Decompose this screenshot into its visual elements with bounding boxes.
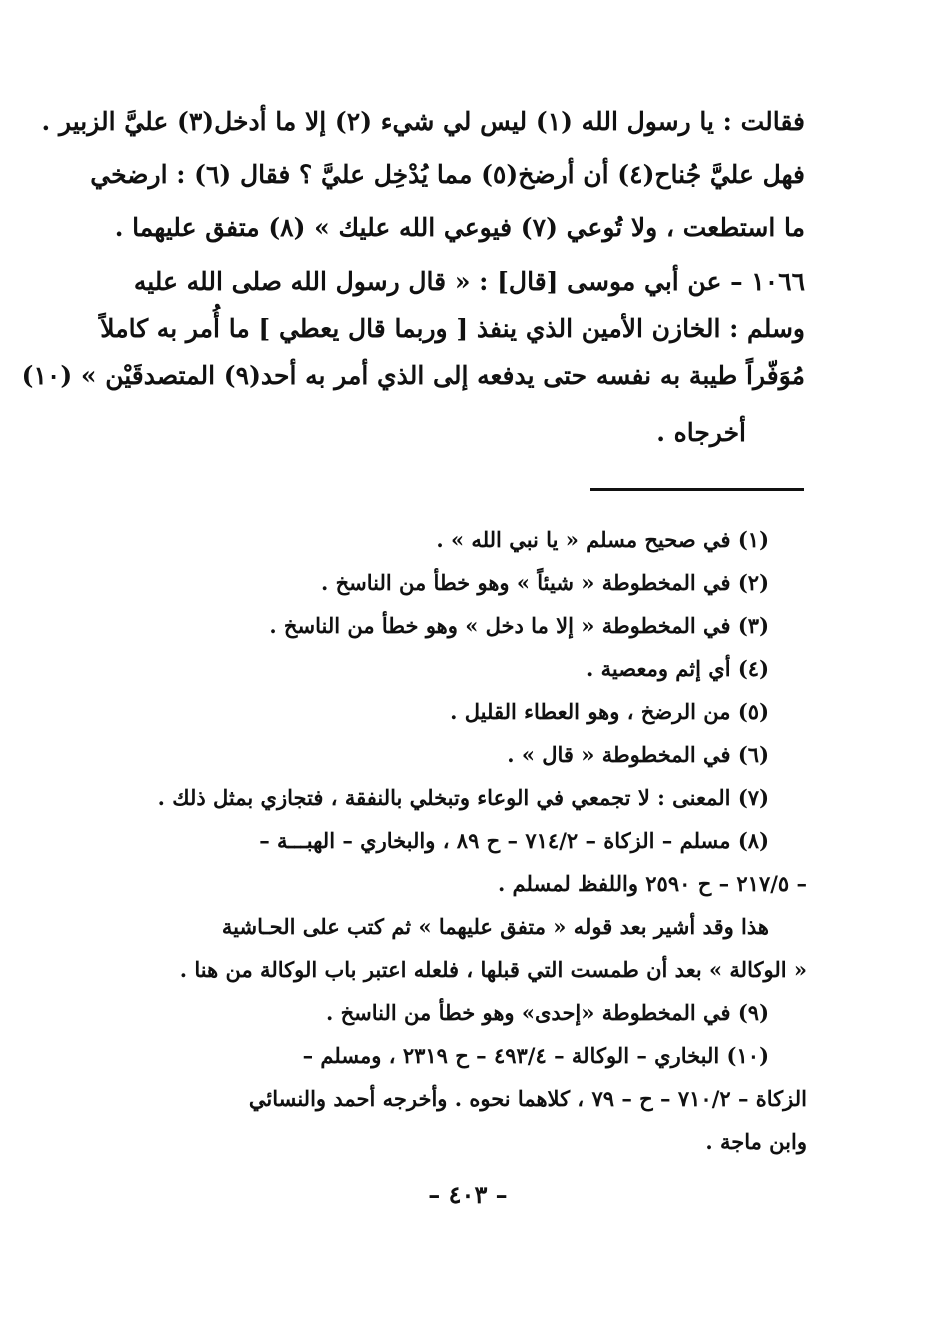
footnote-line: (٢) في المخطوطة « شيئاً » وهو خطأ من الناسخ . (320, 570, 769, 595)
hadith-1065-ending (41, 95, 805, 254)
takhrij-note: أخرجاه . (656, 418, 746, 447)
page-number: – ٤٠٣ – (428, 1180, 508, 1209)
footnote-line: (٥) من الرضخ ، وهو العطاء القليل . (450, 699, 769, 724)
footnote-line: « الوكالة » بعد أن طمست التي قبلها ، فلعله اعتبر باب الوكالة من هنا . (179, 957, 807, 982)
text-line: مُوَفّراً طيبة به نفسه حتى يدفعه إلى الذي أمر به أحد(٩) المتصدقَيْن » (١٠) (21, 361, 805, 390)
footnote-line: (٧) المعنى : لا تجمعي في الوعاء وتبخلي بالنفقة ، فتجازي بمثل ذلك . (157, 785, 769, 810)
footnote-line: هذا وقد أشير بعد قوله « متفق عليهما » ثم كتب على الحـاشية (221, 914, 769, 939)
footnote-line: (٤) أي إثم ومعصية . (586, 656, 769, 681)
text-line: فقالت : يا رسول الله (١) ليس لي شيء (٢) إلا ما أدخل(٣) عليَّ الزبير . (41, 107, 805, 136)
footnote-line: (١) في صحيح مسلم « يا نبي الله » . (436, 527, 769, 552)
hadith-1066 (21, 258, 805, 399)
text-line: ١٠٦٦ – عن أبي موسى [قال] : « قال رسول الله صلى الله عليه (133, 267, 805, 296)
footnote-line: (١٠) البخاري – الوكالة – ٤٩٣/٤ – ح ٢٣١٩ ، ومسلم – (302, 1043, 769, 1068)
text-line: ما استطعت ، ولا تُوعي (٧) فيوعي الله عليك » (٨) متفق عليهما . (114, 213, 805, 242)
footnote-line: (٦) في المخطوطة « قال » . (507, 742, 769, 767)
footnote-line: (٣) في المخطوطة « إلا ما دخل » وهو خطأ من الناسخ . (269, 613, 769, 638)
text-line: وسلم : الخازن الأمين الذي ينفذ [ وربما قال يعطي ] ما أُمر به كاملاً (100, 314, 805, 343)
footnotes (140, 518, 807, 1163)
footnote-line: (٨) مسلم – الزكاة – ٧١٤/٢ – ح ٨٩ ، والبخاري – الهبـــة – (259, 828, 769, 853)
footnote-line: وابن ماجة . (705, 1129, 807, 1154)
footnote-line: الزكاة – ٧١٠/٢ – ح – ٧٩ ، كلاهما نحوه . وأخرجه أحمد والنسائي (248, 1086, 807, 1111)
footnote-line: (٩) في المخطوطة «إحدى» وهو خطأ من الناسخ . (325, 1000, 769, 1025)
footnote-separator (590, 488, 804, 491)
text-line: فهل عليَّ جُناح(٤) أن أرضخ(٥) مما يُدْخِل عليَّ ؟ فقال (٦) : ارضخي (90, 160, 805, 189)
footnote-line: – ٢١٧/٥ – ح ٢٥٩٠ واللفظ لمسلم . (497, 871, 807, 896)
